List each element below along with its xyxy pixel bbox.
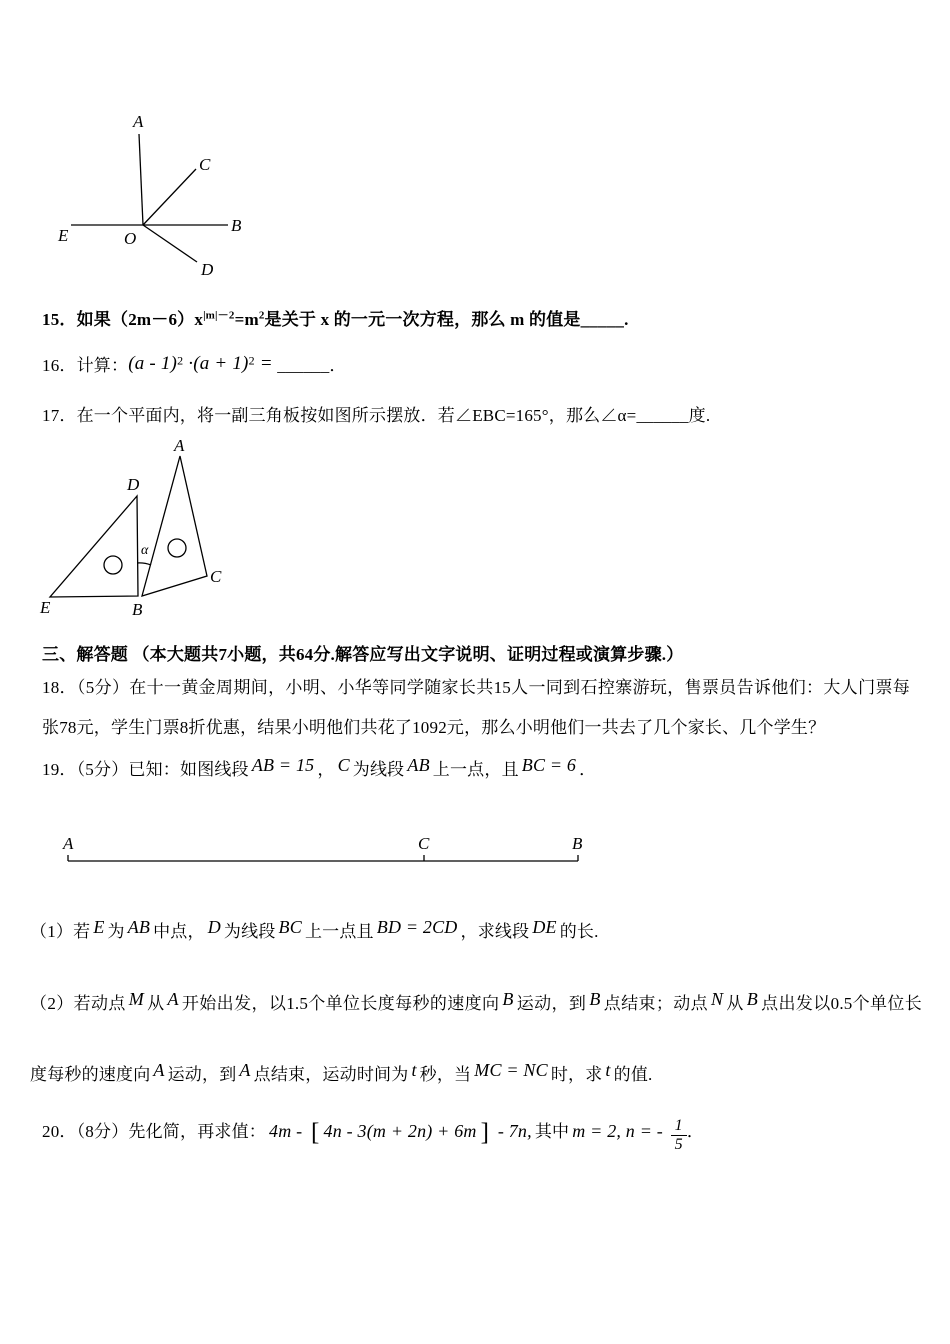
q19-math-bc6: BC = 6 [521,755,577,775]
q19-2-math-b1: B [502,989,514,1009]
q20-math-2: 4n - 3(m + 2n) + 6m [323,1121,477,1141]
question-15 [42,306,922,335]
q18-text: 18．（5分）在十一黄金周期间，小明、小华等同学随家长共15人一同到石控寨游玩，售票员告诉他们：大人门票每张78元，学生门票8折优惠，结果小明他们共花了1092元，那么小明他们一共去了几个家长、几个学生？ [42,678,910,737]
q20-right-bracket: ] [480,1119,490,1146]
point-label-b: B [572,834,583,853]
q15-text-end: 是关于 x 的一元一次方程，那么 m 的值是 [264,310,581,329]
question-17 [42,402,922,431]
q15-text-start: 15．如果（2m－6）x [42,310,204,329]
point-label-a: A [63,834,74,853]
q19-2-text-3: 开始出发，以1.5个单位长度每秒的速度向 [181,994,500,1013]
q17-text: 17．在一个平面内，将一副三角板按如图所示摆放．若∠EBC=165°，那么∠α=______度. [42,406,711,425]
question-19-part-2 [30,966,922,1108]
point-label-a: A [174,436,185,455]
q19-2-text-6: 从 [726,994,744,1013]
point-label-d: D [201,260,214,279]
section-3-subtitle: （本大题共7小题，共64分.解答应写出文字说明、证明过程或演算步骤.） [132,645,684,664]
triangle-deb-hole [104,556,122,574]
q19-2-text-2: 从 [146,994,165,1013]
q19-2-math-t2: t [605,1060,611,1080]
q19-2-text-11: 时，求 [550,1065,603,1084]
ray-od [143,225,197,262]
section-3-title: 三、解答题 [42,645,128,664]
q19-2-text-8: 运动，到 [167,1065,237,1084]
q19-2-math-b3: B [746,989,758,1009]
q19-1-text-2: 为 [107,922,125,941]
q19-1-text-7: 的长. [559,922,599,941]
q15-exponent: |m|－2 [203,309,235,322]
q19-1-math-e: E [93,917,105,937]
point-label-o: O [124,229,137,248]
point-label-d: D [127,475,140,494]
question-19 [42,750,922,785]
q19-2-text-7: 点出发以0.5个单位长度每秒的速度向 [30,994,923,1084]
q19-1-math-bc: BC [278,917,302,937]
q20-fraction-numerator: 1 [674,1116,683,1134]
section-3-header [42,641,922,670]
q19-math-ab: AB [407,755,430,775]
q19-2-text-10: 秒，当 [419,1065,472,1084]
q19-1-text-6: ，求线段 [460,922,530,941]
q20-math-3: - 7n, [493,1121,532,1141]
question-20 [42,1112,922,1155]
q16-math-1: (a - 1) [128,353,178,374]
q19-1-math-de: DE [532,917,557,937]
q19-2-math-n: N [710,989,724,1009]
q19-2-text-1: （2）若动点 [30,994,126,1013]
q19-2-math-t1: t [411,1060,417,1080]
point-label-a: A [133,112,144,131]
q20-left-bracket: [ [311,1119,320,1146]
q19-2-text-9: 点结束，运动时间为 [253,1065,409,1084]
q19-1-text-4: 为线段 [223,922,276,941]
angle-alpha-label: α [141,543,149,558]
figure-segment-acb [55,832,605,874]
triangle-abc [142,456,207,596]
q19-2-math-a3: A [239,1060,251,1080]
point-label-c: C [199,155,211,174]
q19-text-5: ． [579,760,597,779]
q20-text-2: 其中 [534,1122,570,1141]
q16-sup-2: 2 [248,353,255,368]
q20-math-1: 4m - [269,1121,307,1141]
q16-math-3: = [254,353,273,374]
figure-angle-rays [50,100,280,290]
question-16 [42,348,922,381]
point-label-b: B [231,216,242,235]
question-18 [42,668,910,748]
point-label-e: E [40,598,51,617]
ray-oa [139,134,143,225]
q19-text-3: 为线段 [352,760,405,779]
triangle-abc-hole [168,539,186,557]
q19-1-math-bd2cd: BD = 2CD [376,917,458,937]
q19-text-2: ， [317,760,335,779]
q20-text-3: ． [686,1122,705,1141]
point-label-c: C [418,834,430,853]
q20-fraction [671,1117,687,1155]
ray-oc [143,169,196,225]
q19-2-text-5: 点结束；动点 [603,994,708,1013]
q16-text: 16．计算： [42,356,129,375]
point-label-c: C [210,567,222,586]
q19-2-math-a2: A [153,1060,165,1080]
q19-1-math-ab: AB [127,917,151,937]
q19-math-c: C [337,755,350,775]
q20-text-1: 20．（8分）先化简，再求值： [42,1122,266,1141]
q19-2-text-4: 运动，到 [516,994,587,1013]
figure-triangles [33,432,248,627]
q15-blank: _____. [580,310,629,329]
q15-text-mid: =m [234,310,259,329]
q19-2-math-a1: A [167,989,179,1009]
triangle-deb [50,496,138,597]
q19-1-text-3: 中点， [153,922,205,941]
q19-1-text-1: （1）若 [30,922,91,941]
q20-fraction-denominator: 5 [671,1135,687,1154]
q15-exponent-2: 2 [258,309,265,322]
q19-2-math-mcnc: MC = NC [474,1060,548,1080]
q19-1-text-5: 上一点且 [304,922,374,941]
q19-text-4: 上一点，且 [432,760,519,779]
q19-text-1: 19．（5分）已知：如图线段 [42,760,249,779]
q19-2-math-b2: B [589,989,601,1009]
q19-math-ab15: AB = 15 [251,755,315,775]
q16-sup-1: 2 [177,353,184,368]
q16-math-2: ·(a + 1) [183,353,249,374]
q19-1-math-d: D [207,917,221,937]
q16-blank: ______． [272,356,347,375]
angle-alpha-arc [137,563,151,565]
point-label-b: B [132,600,143,619]
question-19-part-1 [30,912,920,947]
q20-math-4: m = 2, n = - [572,1121,668,1141]
q19-2-text-12: 的值. [613,1065,653,1084]
point-label-e: E [58,226,69,245]
q19-2-math-m: M [128,989,144,1009]
